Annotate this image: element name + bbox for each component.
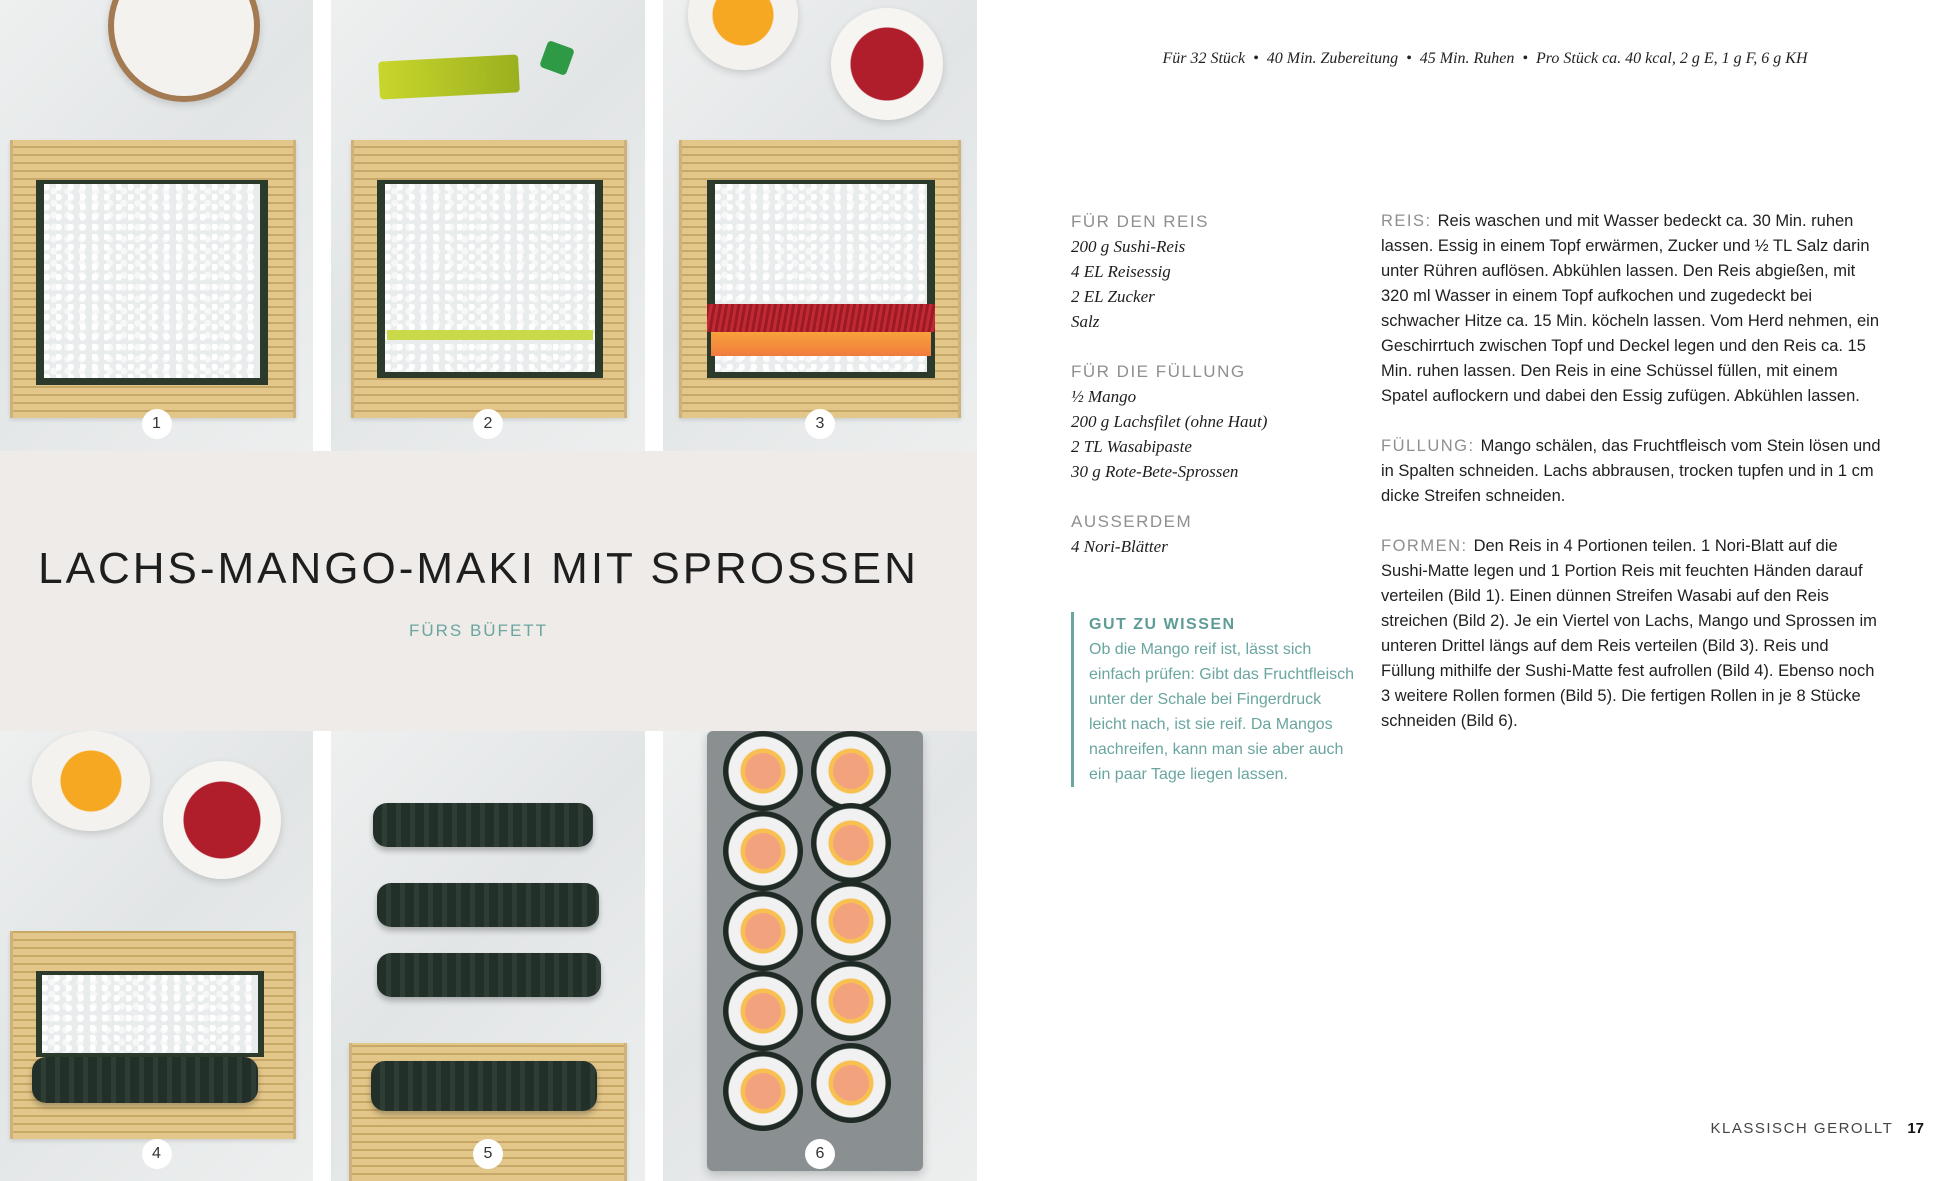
ingredient-heading: FÜR DEN REIS bbox=[1071, 212, 1209, 231]
photo-number: 6 bbox=[805, 1139, 835, 1169]
ingredient-item: 200 g Sushi-Reis bbox=[1071, 237, 1186, 256]
maki-piece bbox=[723, 1051, 803, 1131]
step-label: FÜLLUNG: bbox=[1381, 437, 1475, 455]
instructions bbox=[1381, 209, 1886, 759]
photo-number: 5 bbox=[473, 1139, 503, 1169]
step-photo-2 bbox=[331, 0, 645, 451]
maki-piece bbox=[723, 971, 803, 1051]
wasabi-cap bbox=[539, 40, 575, 76]
page-number: 17 bbox=[1907, 1120, 1924, 1137]
ingredient-item: 30 g Rote-Bete-Sprossen bbox=[1071, 462, 1239, 481]
yield: Für 32 Stück bbox=[1162, 50, 1246, 67]
rice-layer bbox=[385, 184, 595, 372]
step-photo-1 bbox=[0, 0, 313, 451]
sushi-roll bbox=[32, 1057, 258, 1103]
maki-piece bbox=[811, 881, 891, 961]
mango-bowl bbox=[32, 731, 150, 831]
recipe-title: LACHS-MANGO-MAKI MIT SPROSSEN bbox=[38, 544, 919, 593]
step-photo-5 bbox=[331, 731, 645, 1181]
mango-bowl bbox=[688, 0, 798, 70]
step-forming bbox=[1381, 534, 1886, 734]
sushi-roll bbox=[377, 883, 599, 927]
sprouts-plate bbox=[831, 8, 943, 120]
step-label: FORMEN: bbox=[1381, 537, 1468, 555]
rice-layer bbox=[44, 184, 260, 378]
rest-time: 45 Min. Ruhen bbox=[1419, 50, 1515, 67]
rice-layer bbox=[42, 975, 258, 1053]
bullet-separator: • bbox=[1522, 50, 1529, 67]
sprouts-plate bbox=[163, 761, 281, 879]
sushi-roll bbox=[373, 803, 593, 847]
step-text: Mango schälen, das Fruchtfleisch vom Stein lösen und in Spalten schneiden. Lachs abbrausen, trocken tupfen und in 1 cm dicke Streifen schneiden. bbox=[1381, 437, 1881, 505]
nutrition: Pro Stück ca. 40 kcal, 2 g E, 1 g F, 6 g KH bbox=[1536, 50, 1808, 67]
maki-piece bbox=[811, 803, 891, 883]
title-band bbox=[0, 451, 977, 731]
ingredient-group-rice bbox=[1071, 209, 1341, 334]
ingredient-item: Salz bbox=[1071, 312, 1100, 331]
maki-piece bbox=[811, 731, 891, 811]
photo-number: 1 bbox=[142, 409, 172, 439]
wasabi-stripe bbox=[387, 330, 593, 340]
sprouts-filling bbox=[707, 304, 935, 332]
step-text: Reis waschen und mit Wasser bedeckt ca. 30 Min. ruhen lassen. Essig in einem Topf erwärmen, Zucker und ½ TL Salz darin unter Rühren auflösen. Abkühlen lassen. Den Reis abgießen, mit 320 ml Wasser in einem Topf aufkochen und zugedeckt bei schwacher Hitze ca. 15 Min. köcheln lassen. Vom Herd nehmen, ein Geschirrtuch zwischen Topf und Deckel legen und den Reis ca. 15 Min. ruhen lassen. Den Reis in eine Schüssel füllen, mit einem Spatel auflockern und dabei den Essig zufügen. Abkühlen lassen. bbox=[1381, 212, 1879, 405]
step-photo-4 bbox=[0, 731, 313, 1181]
recipe-meta bbox=[1040, 50, 1930, 68]
step-rice bbox=[1381, 209, 1886, 409]
ingredient-item: ½ Mango bbox=[1071, 387, 1137, 406]
prep-time: 40 Min. Zubereitung bbox=[1266, 50, 1399, 67]
rice-bowl bbox=[108, 0, 260, 102]
ingredient-heading: AUSSERDEM bbox=[1071, 512, 1193, 531]
maki-piece bbox=[811, 961, 891, 1041]
maki-piece bbox=[723, 811, 803, 891]
ingredients-list bbox=[1071, 209, 1341, 584]
ingredient-item: 4 EL Reisessig bbox=[1071, 262, 1171, 281]
ingredient-heading: FÜR DIE FÜLLUNG bbox=[1071, 362, 1246, 381]
step-text: Den Reis in 4 Portionen teilen. 1 Nori-Blatt auf die Sushi-Matte legen und 1 Portion Reis mit feuchten Händen darauf verteilen (Bild 1). Einen dünnen Streifen Wasabi auf den Reis streichen (Bild 2). Je ein Viertel von Lachs, Mango und Sprossen im unteren Drittel längs auf dem Reis verteilen (Bild 3). Reis und Füllung mithilfe der Sushi-Matte fest aufrollen (Bild 4). Ebenso noch 3 weitere Rollen formen (Bild 5). Die fertigen Rollen in je 8 Stücke schneiden (Bild 6). bbox=[1381, 537, 1877, 730]
ingredient-group-filling bbox=[1071, 359, 1341, 484]
tip-text: Ob die Mango reif ist, lässt sich einfach prüfen: Gibt das Fruchtfleisch unter der Schale bei Fingerdruck leicht nach, ist sie reif. Da Mangos nachreifen, kann man sie aber auch ein paar Tage liegen lassen. bbox=[1089, 641, 1355, 783]
step-label: REIS: bbox=[1381, 212, 1432, 230]
photo-number: 4 bbox=[142, 1139, 172, 1169]
wasabi-tube bbox=[378, 54, 520, 99]
ingredient-group-extra bbox=[1071, 509, 1341, 559]
salmon-mango-filling bbox=[711, 332, 931, 356]
ingredient-item: 4 Nori-Blätter bbox=[1071, 537, 1168, 556]
bullet-separator: • bbox=[1406, 50, 1412, 67]
photo-number: 3 bbox=[805, 409, 835, 439]
maki-piece bbox=[723, 891, 803, 971]
step-filling bbox=[1381, 434, 1886, 509]
tip-box bbox=[1071, 612, 1359, 787]
photo-number: 2 bbox=[473, 409, 503, 439]
sushi-roll bbox=[371, 1061, 597, 1111]
ingredient-item: 2 TL Wasabipaste bbox=[1071, 437, 1192, 456]
ingredient-item: 200 g Lachsfilet (ohne Haut) bbox=[1071, 412, 1268, 431]
step-photo-6 bbox=[663, 731, 977, 1181]
tip-heading: GUT ZU WISSEN bbox=[1089, 616, 1236, 633]
bullet-separator: • bbox=[1253, 50, 1259, 67]
sushi-roll bbox=[377, 953, 601, 997]
maki-piece bbox=[723, 731, 803, 811]
maki-piece bbox=[811, 1043, 891, 1123]
step-photo-3 bbox=[663, 0, 977, 451]
page-footer bbox=[1711, 1120, 1924, 1137]
ingredient-item: 2 EL Zucker bbox=[1071, 287, 1155, 306]
section-name: KLASSISCH GEROLLT bbox=[1710, 1120, 1894, 1137]
recipe-subtitle: FÜRS BÜFETT bbox=[408, 621, 549, 640]
